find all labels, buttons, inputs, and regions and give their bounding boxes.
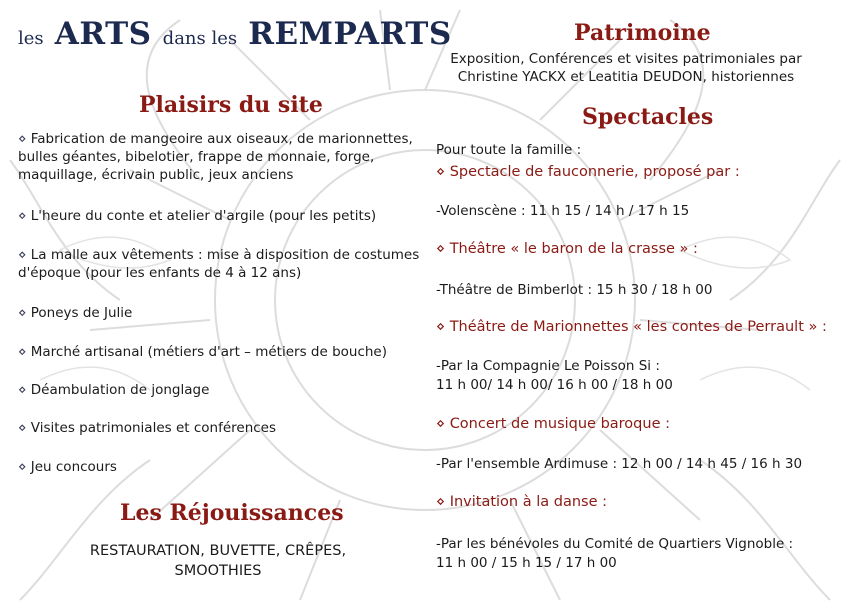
diamond-bullet-icon: ⋄ <box>18 247 27 263</box>
spectacle-detail-marionnettes-1: -Par la Compagnie Le Poisson Si : <box>436 358 660 374</box>
patrimoine-title: Patrimoine <box>574 20 711 46</box>
patrimoine-line-1: Exposition, Conférences et visites patrimoniales par <box>450 51 802 67</box>
rejouissances-line-2: SMOOTHIES <box>174 563 262 579</box>
plaisir-item-1 <box>18 130 420 184</box>
spectacle-heading-baron <box>436 240 698 258</box>
plaisir-item-text: Fabrication de mangeoire aux oiseaux, de marionnettes, bulles géantes, bibelotier, frappe de monnaie, forge, maquillage, écrivain public, jeux anciens <box>18 131 413 183</box>
spectacles-intro: Pour toute la famille : <box>436 142 582 158</box>
plaisir-item-text: Jeu concours <box>30 459 117 475</box>
diamond-bullet-icon: ⋄ <box>18 420 27 436</box>
rejouissances-line-1: RESTAURATION, BUVETTE, CRÊPES, <box>89 543 347 559</box>
rejouissances-title: Les Réjouissances <box>120 500 344 526</box>
diamond-bullet-icon: ⋄ <box>436 494 446 510</box>
spectacle-heading-fauconnerie <box>436 163 740 181</box>
plaisir-item-5 <box>18 343 420 361</box>
diamond-bullet-icon: ⋄ <box>18 305 27 321</box>
title-word-arts: ARTS <box>54 16 152 52</box>
diamond-bullet-icon: ⋄ <box>18 208 27 224</box>
spectacle-detail-danse-2: 11 h 00 / 15 h 15 / 17 h 00 <box>436 555 617 571</box>
patrimoine-line-2: Christine YACKX et Leatitia DEUDON, historiennes <box>457 69 795 85</box>
plaisir-item-3 <box>18 246 420 282</box>
diamond-bullet-icon: ⋄ <box>436 416 446 432</box>
spectacle-heading-text: Spectacle de fauconnerie, proposé par : <box>449 164 740 180</box>
diamond-bullet-icon: ⋄ <box>18 131 27 147</box>
main-title <box>18 14 452 52</box>
spectacle-detail-baron: -Théâtre de Bimberlot : 15 h 30 / 18 h 00 <box>436 282 713 298</box>
diamond-bullet-icon: ⋄ <box>18 459 27 475</box>
plaisir-item-text: La malle aux vêtements : mise à disposition de costumes d'époque (pour les enfants de 4 à 12 ans) <box>18 247 420 281</box>
spectacle-heading-text: Théâtre « le baron de la crasse » : <box>449 241 698 257</box>
spectacle-heading-text: Théâtre de Marionnettes « les contes de Perrault » : <box>449 319 827 335</box>
plaisirs-title: Plaisirs du site <box>139 92 323 118</box>
diamond-bullet-icon: ⋄ <box>18 344 27 360</box>
diamond-bullet-icon: ⋄ <box>436 241 446 257</box>
plaisir-item-text: Marché artisanal (métiers d'art – métiers de bouche) <box>30 344 388 360</box>
spectacle-heading-text: Invitation à la danse : <box>449 494 607 510</box>
spectacle-detail-fauconnerie: -Volenscène : 11 h 15 / 14 h / 17 h 15 <box>436 203 690 219</box>
diamond-bullet-icon: ⋄ <box>436 164 446 180</box>
spectacle-heading-text: Concert de musique baroque : <box>449 416 670 432</box>
plaisir-item-text: Visites patrimoniales et conférences <box>30 420 277 436</box>
plaisir-item-6 <box>18 381 420 399</box>
plaisir-item-7 <box>18 419 420 437</box>
title-word-les: les <box>18 28 44 49</box>
plaisir-item-8 <box>18 458 420 476</box>
plaisir-item-text: L'heure du conte et atelier d'argile (pour les petits) <box>30 208 377 224</box>
plaisir-item-text: Poneys de Julie <box>30 305 133 321</box>
plaisir-item-2 <box>18 207 420 225</box>
plaisir-item-4 <box>18 304 420 322</box>
title-word-dans-les: dans les <box>162 28 238 49</box>
diamond-bullet-icon: ⋄ <box>436 319 446 335</box>
title-word-remparts: REMPARTS <box>248 16 452 52</box>
plaisir-item-text: Déambulation de jonglage <box>30 382 210 398</box>
spectacle-detail-danse-1: -Par les bénévoles du Comité de Quartiers Vignoble : <box>436 536 794 552</box>
spectacle-heading-concert <box>436 415 670 433</box>
spectacles-title: Spectacles <box>582 104 714 130</box>
spectacle-detail-marionnettes-2: 11 h 00/ 14 h 00/ 16 h 00 / 18 h 00 <box>436 377 673 393</box>
spectacle-heading-marionnettes <box>436 318 827 336</box>
spectacle-heading-danse <box>436 493 607 511</box>
spectacle-detail-concert: -Par l'ensemble Ardimuse : 12 h 00 / 14 h 45 / 16 h 30 <box>436 456 803 472</box>
diamond-bullet-icon: ⋄ <box>18 382 27 398</box>
